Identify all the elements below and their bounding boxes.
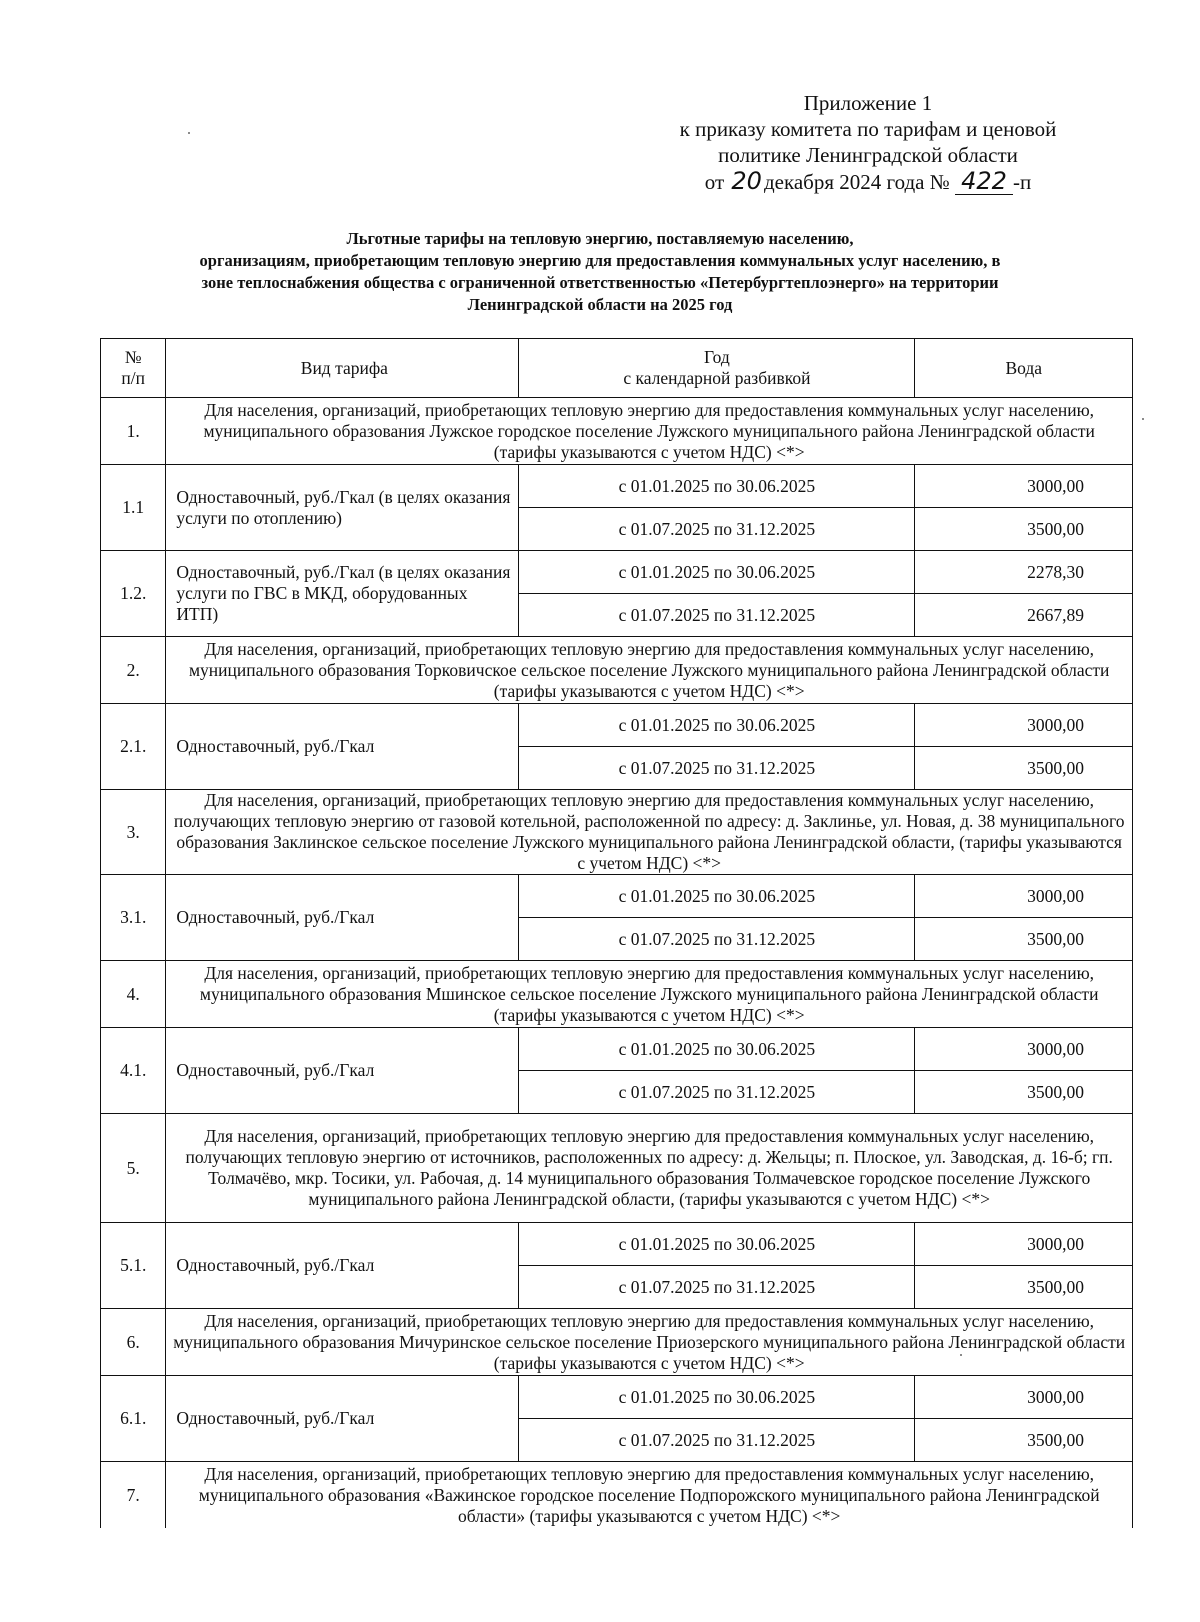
tariff-item-number: 3.1. bbox=[101, 875, 166, 961]
tariff-water-value: 2667,89 bbox=[915, 594, 1133, 637]
table-header-row bbox=[101, 339, 1133, 398]
tariff-period: с 01.01.2025 по 30.06.2025 bbox=[519, 704, 915, 747]
tariff-water-value: 3000,00 bbox=[915, 1223, 1133, 1266]
tariff-water-value: 2278,30 bbox=[915, 551, 1133, 594]
section-row bbox=[101, 790, 1133, 875]
tariff-period: с 01.01.2025 по 30.06.2025 bbox=[519, 875, 915, 918]
section-row bbox=[101, 1114, 1133, 1223]
tariff-water-value: 3500,00 bbox=[915, 1071, 1133, 1114]
appendix-header bbox=[618, 90, 1118, 195]
tariff-period: с 01.07.2025 по 31.12.2025 bbox=[519, 1266, 915, 1309]
header-type bbox=[166, 339, 519, 398]
tariff-row bbox=[101, 551, 1133, 594]
section-number: 7. bbox=[101, 1462, 166, 1529]
appendix-committee: политике Ленинградской области bbox=[718, 143, 1018, 167]
scan-speck bbox=[960, 1354, 962, 1356]
section-row bbox=[101, 398, 1133, 465]
tariff-row bbox=[101, 1028, 1133, 1071]
tariff-type: Одноставочный, руб./Гкал bbox=[166, 1376, 519, 1462]
tariff-period: с 01.07.2025 по 31.12.2025 bbox=[519, 747, 915, 790]
tariff-water-value: 3000,00 bbox=[915, 875, 1133, 918]
section-description: Для населения, организаций, приобретающих тепловую энергию для предоставления коммунальных услуг населению, муниципального образования Мичуринское сельское поселение Приозерского муниципального района Ленинградской области (тарифы указываются с учетом НДС) <*> bbox=[166, 1309, 1133, 1376]
document-title bbox=[100, 228, 1100, 316]
tariff-period: с 01.07.2025 по 31.12.2025 bbox=[519, 1419, 915, 1462]
header-type-label: Вид тарифа bbox=[300, 357, 388, 378]
tariff-period: с 01.01.2025 по 30.06.2025 bbox=[519, 465, 915, 508]
section-description: Для населения, организаций, приобретающих тепловую энергию для предоставления коммунальных услуг населению, получающих тепловую энергию от источников, расположенных по адресу: д. Жельцы; п. Плоское, ул. Заводская, д. 16-б; гп. Толмачёво, мкр. Тосики, ул. Рабочая, д. 14 муниципального образования Толмачевское городское поселение Лужского муниципального района Ленинградской области, (тарифы указываются с учетом НДС) <*> bbox=[166, 1114, 1133, 1223]
tariff-item-number: 1.2. bbox=[101, 551, 166, 637]
section-row bbox=[101, 637, 1133, 704]
tariff-row bbox=[101, 875, 1133, 918]
tariff-water-value: 3500,00 bbox=[915, 918, 1133, 961]
section-row bbox=[101, 961, 1133, 1028]
order-suffix: -п bbox=[1013, 170, 1032, 194]
tariff-water-value: 3000,00 bbox=[915, 465, 1133, 508]
tariff-water-value: 3500,00 bbox=[915, 508, 1133, 551]
header-num-line1: № bbox=[124, 347, 142, 367]
tariff-item-number: 4.1. bbox=[101, 1028, 166, 1114]
section-description: Для населения, организаций, приобретающих тепловую энергию для предоставления коммунальных услуг населению, муниципального образования «Важинское городское поселение Подпорожского муниципального района Ленинградской области» (тарифы указываются с учетом НДС) <*> bbox=[166, 1462, 1133, 1529]
tariffs-table bbox=[100, 338, 1133, 1528]
section-row bbox=[101, 1309, 1133, 1376]
tariff-water-value: 3000,00 bbox=[915, 1376, 1133, 1419]
title-line-3: зоне теплоснабжения общества с ограниченной ответственностью «Петербургтеплоэнерго» на территории bbox=[201, 273, 999, 292]
section-description: Для населения, организаций, приобретающих тепловую энергию для предоставления коммунальных услуг населению, муниципального образования Мшинское сельское поселение Лужского муниципального района Ленинградской области (тарифы указываются с учетом НДС) <*> bbox=[166, 961, 1133, 1028]
tariff-period: с 01.01.2025 по 30.06.2025 bbox=[519, 1376, 915, 1419]
date-month-year: декабря 2024 года № bbox=[763, 170, 950, 194]
tariff-water-value: 3500,00 bbox=[915, 1419, 1133, 1462]
header-year-line2: с календарной разбивкой bbox=[623, 368, 811, 388]
tariff-type: Одноставочный, руб./Гкал (в целях оказания услуги по ГВС в МКД, оборудованных ИТП) bbox=[166, 551, 519, 637]
tariff-period: с 01.07.2025 по 31.12.2025 bbox=[519, 1071, 915, 1114]
section-number: 2. bbox=[101, 637, 166, 704]
section-number: 4. bbox=[101, 961, 166, 1028]
tariff-item-number: 2.1. bbox=[101, 704, 166, 790]
tariff-period: с 01.01.2025 по 30.06.2025 bbox=[519, 1028, 915, 1071]
title-line-1: Льготные тарифы на тепловую энергию, поставляемую населению, bbox=[346, 229, 854, 248]
tariff-type: Одноставочный, руб./Гкал bbox=[166, 1028, 519, 1114]
section-row bbox=[101, 1462, 1133, 1529]
tariff-water-value: 3500,00 bbox=[915, 747, 1133, 790]
tariff-type: Одноставочный, руб./Гкал bbox=[166, 1223, 519, 1309]
section-number: 6. bbox=[101, 1309, 166, 1376]
tariff-item-number: 1.1 bbox=[101, 465, 166, 551]
appendix-date-line bbox=[618, 168, 1118, 195]
tariff-period: с 01.07.2025 по 31.12.2025 bbox=[519, 918, 915, 961]
appendix-order-ref: к приказу комитета по тарифам и ценовой bbox=[679, 117, 1057, 141]
tariff-period: с 01.07.2025 по 31.12.2025 bbox=[519, 508, 915, 551]
section-number: 5. bbox=[101, 1114, 166, 1223]
header-year-line1: Год bbox=[704, 347, 730, 367]
tariff-period: с 01.07.2025 по 31.12.2025 bbox=[519, 594, 915, 637]
tariff-item-number: 5.1. bbox=[101, 1223, 166, 1309]
header-water bbox=[915, 339, 1133, 398]
tariff-water-value: 3000,00 bbox=[915, 1028, 1133, 1071]
section-number: 3. bbox=[101, 790, 166, 875]
tariff-row bbox=[101, 465, 1133, 508]
appendix-title: Приложение 1 bbox=[803, 91, 933, 115]
tariff-period: с 01.01.2025 по 30.06.2025 bbox=[519, 551, 915, 594]
section-description: Для населения, организаций, приобретающих тепловую энергию для предоставления коммунальных услуг населению, получающих тепловую энергию от газовой котельной, расположенной по адресу: д. Заклинье, ул. Новая, д. 38 муниципального образования Заклинское сельское поселение Лужского муниципального района Ленинградской области, (тарифы указываются с учетом НДС) <*> bbox=[166, 790, 1133, 875]
title-line-4: Ленинградской области на 2025 год bbox=[467, 295, 733, 314]
section-description: Для населения, организаций, приобретающих тепловую энергию для предоставления коммунальных услуг населению, муниципального образования Лужское городское поселение Лужского муниципального района Ленинградской области (тарифы указываются с учетом НДС) <*> bbox=[166, 398, 1133, 465]
section-description: Для населения, организаций, приобретающих тепловую энергию для предоставления коммунальных услуг населению, муниципального образования Торковичское сельское поселение Лужского муниципального района Ленинградской области (тарифы указываются с учетом НДС) <*> bbox=[166, 637, 1133, 704]
header-water-label: Вода bbox=[1005, 357, 1043, 378]
tariff-type: Одноставочный, руб./Гкал bbox=[166, 704, 519, 790]
tariff-item-number: 6.1. bbox=[101, 1376, 166, 1462]
header-num-line2: п/п bbox=[121, 368, 145, 388]
tariff-row bbox=[101, 1223, 1133, 1266]
header-year bbox=[519, 339, 915, 398]
tariff-water-value: 3500,00 bbox=[915, 1266, 1133, 1309]
tariff-row bbox=[101, 704, 1133, 747]
tariff-type: Одноставочный, руб./Гкал (в целях оказания услуги по отоплению) bbox=[166, 465, 519, 551]
scan-speck bbox=[1142, 418, 1144, 420]
handwritten-day: 20 bbox=[731, 167, 762, 195]
section-number: 1. bbox=[101, 398, 166, 465]
tariff-period: с 01.01.2025 по 30.06.2025 bbox=[519, 1223, 915, 1266]
header-num bbox=[101, 339, 166, 398]
tariff-type: Одноставочный, руб./Гкал bbox=[166, 875, 519, 961]
handwritten-order-number: 422 bbox=[955, 168, 1013, 195]
date-prefix: от bbox=[704, 170, 725, 194]
tariff-water-value: 3000,00 bbox=[915, 704, 1133, 747]
scan-speck bbox=[188, 132, 190, 134]
tariff-row bbox=[101, 1376, 1133, 1419]
title-line-2: организациям, приобретающим тепловую энергию для предоставления коммунальных услуг населению, в bbox=[199, 251, 1001, 270]
